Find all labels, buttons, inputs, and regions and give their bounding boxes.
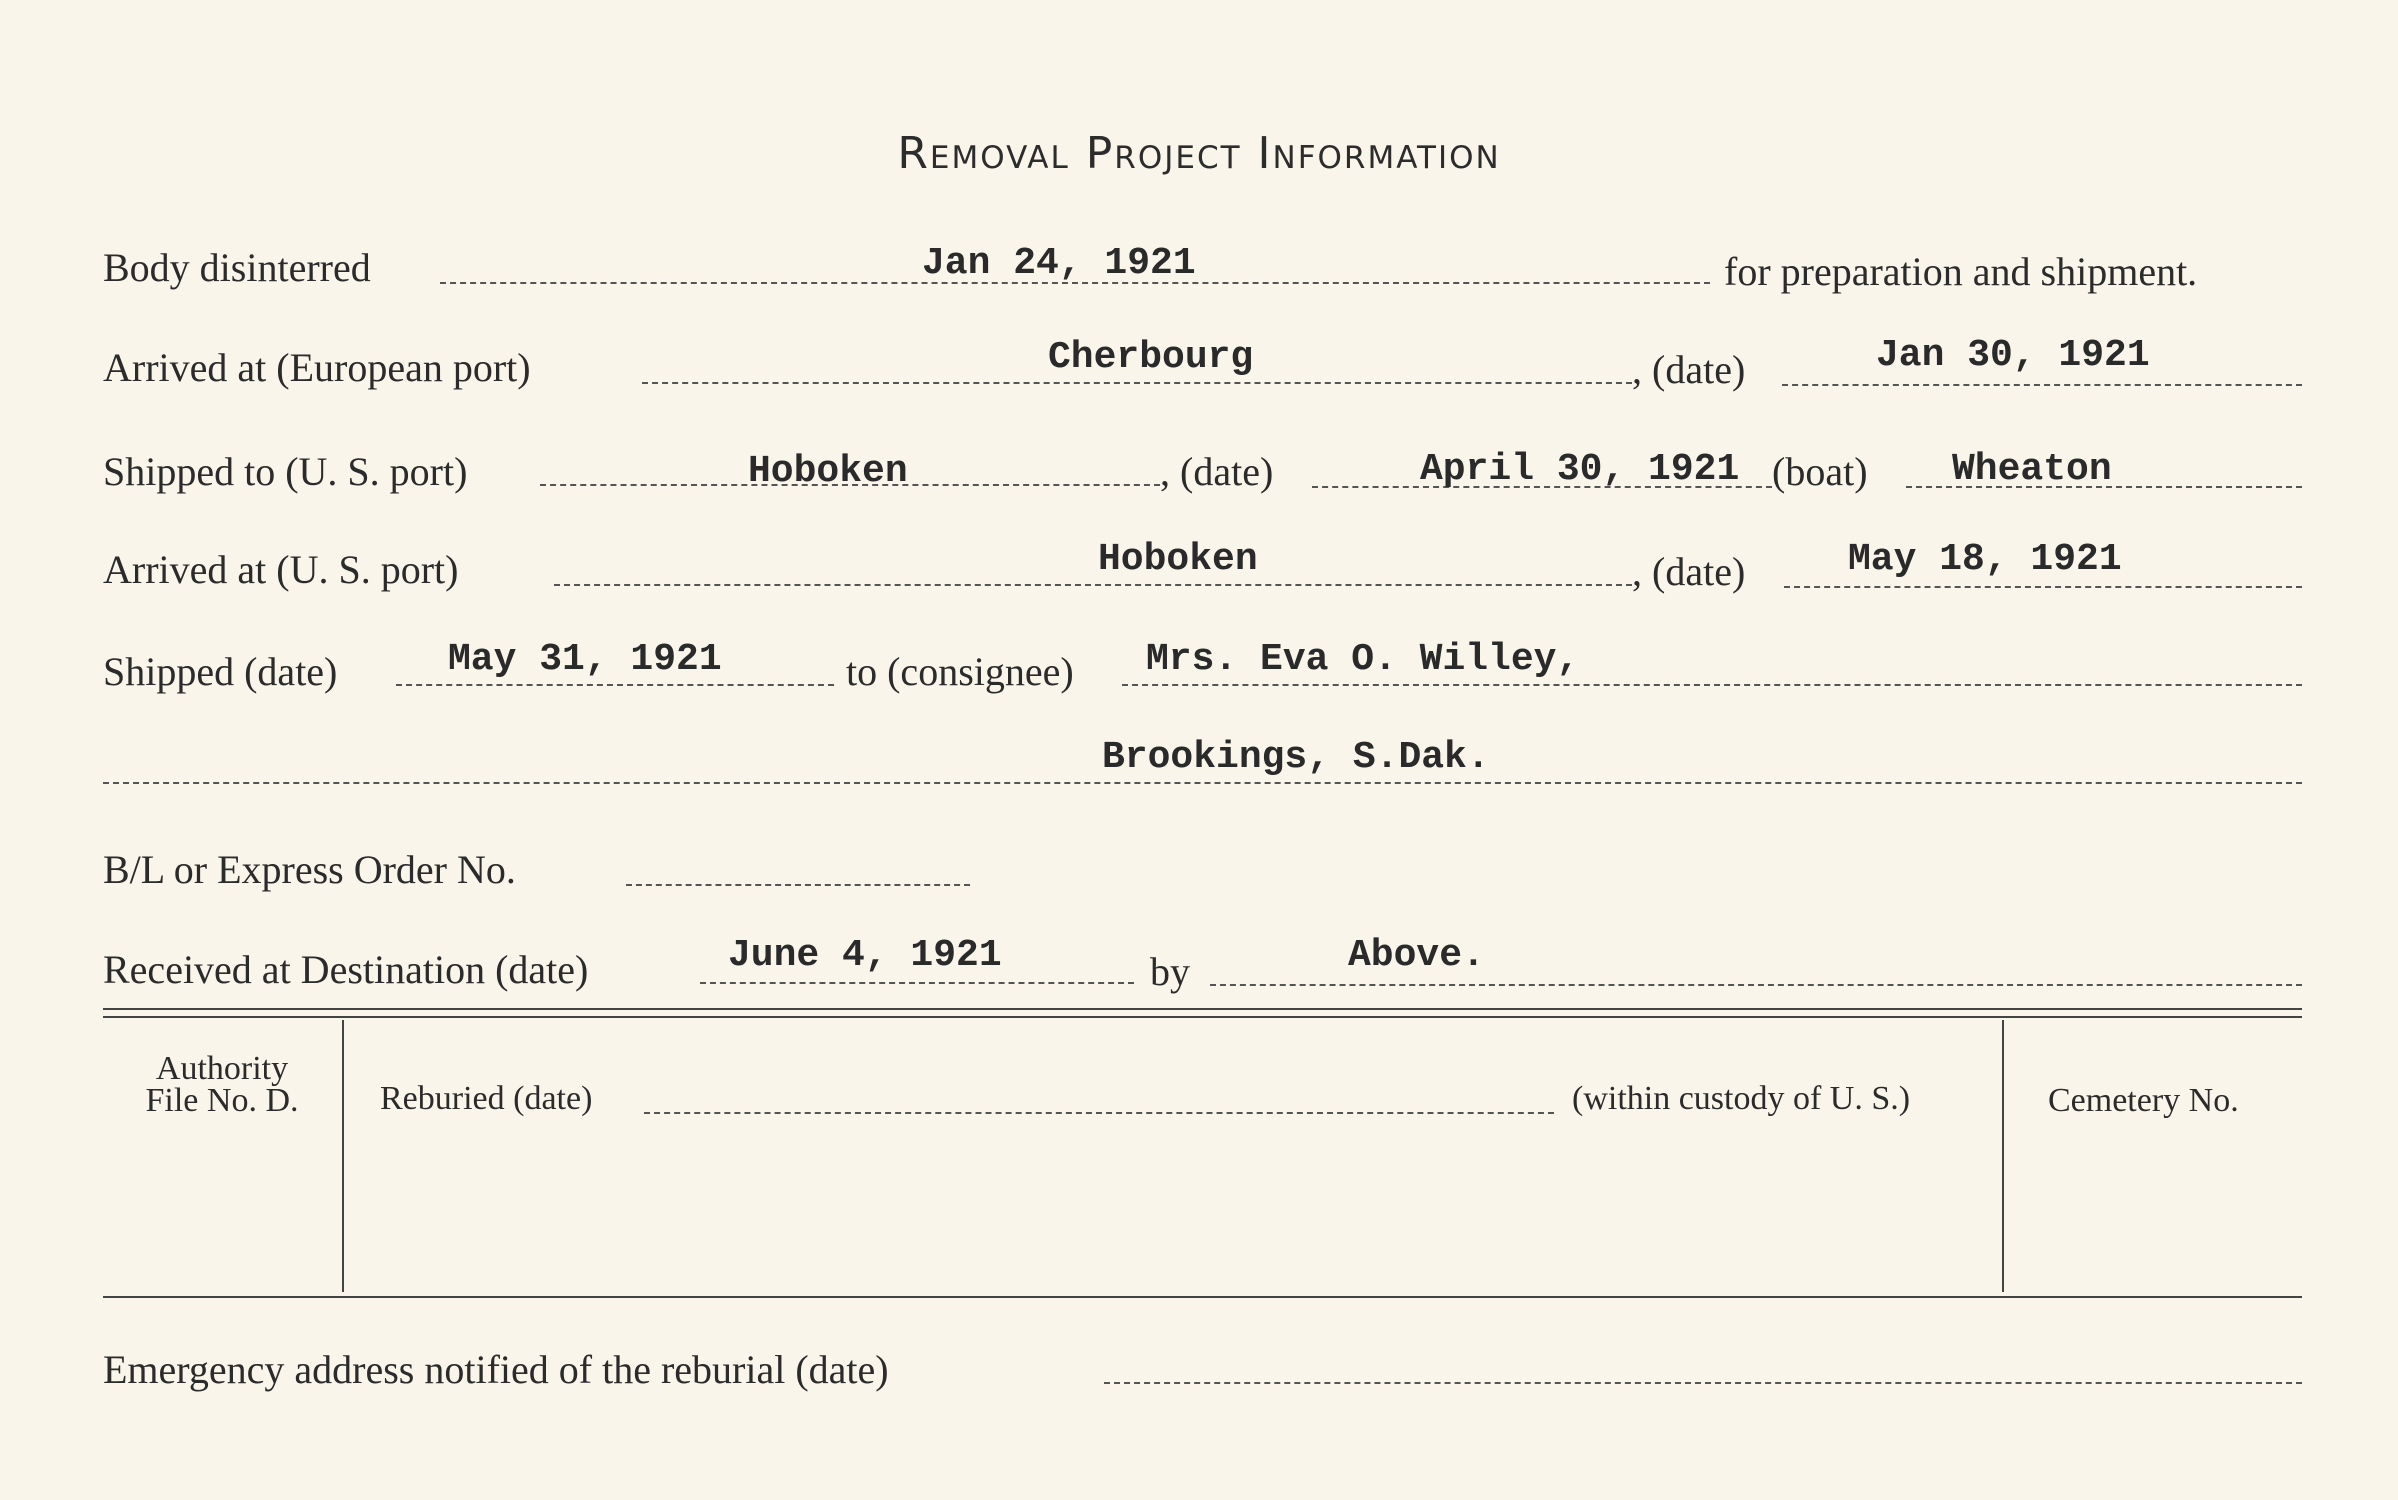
consignee-address-value: Brookings, S.Dak.: [1102, 736, 1490, 779]
arrived-european-value: Cherbourg: [1048, 336, 1254, 379]
received-by-value: Above.: [1348, 934, 1485, 977]
table-divider-right: [2002, 1020, 2004, 1292]
bl-order-line: [626, 884, 970, 886]
shipped-date-value: May 31, 1921: [448, 638, 722, 681]
body-disinterred-value: Jan 24, 1921: [922, 242, 1196, 285]
arrived-us-line: [554, 584, 1632, 586]
received-line: [700, 982, 1134, 984]
table-divider-left: [342, 1020, 344, 1292]
table-bottom-rule: [103, 1296, 2302, 1298]
address-line: [103, 782, 2302, 784]
shipped-us-date-value: April 30, 1921: [1420, 448, 1740, 491]
cemetery-label: Cemetery No.: [2048, 1082, 2239, 1119]
received-by-label: by: [1150, 949, 1190, 994]
arrived-us-label: Arrived at (U. S. port): [103, 547, 459, 592]
body-disinterred-suffix: for preparation and shipment.: [1724, 249, 2198, 294]
received-by-line: [1210, 984, 2302, 986]
consignee-line: [1122, 684, 2302, 686]
arrived-european-date-line: [1782, 384, 2302, 386]
shipped-us-value: Hoboken: [748, 450, 908, 493]
table-top-rule: [103, 1008, 2302, 1010]
arrived-european-label: Arrived at (European port): [103, 345, 531, 390]
bl-order-label: B/L or Express Order No.: [103, 847, 516, 892]
body-disinterred-label: Body disinterred: [103, 245, 371, 290]
arrived-european-line: [642, 382, 1632, 384]
file-no-label: File No. D.: [145, 1082, 299, 1119]
arrived-european-date-value: Jan 30, 1921: [1876, 334, 2150, 377]
shipped-date-line: [396, 684, 834, 686]
arrived-us-date-line: [1784, 586, 2302, 588]
shipped-us-boat-value: Wheaton: [1952, 448, 2112, 491]
reburied-line: [644, 1112, 1554, 1114]
received-label: Received at Destination (date): [103, 947, 589, 992]
authority-label: Authority: [155, 1050, 289, 1087]
arrived-us-value: Hoboken: [1098, 538, 1258, 581]
table-top-rule-2: [103, 1016, 2302, 1018]
card-title: Removal Project Information: [897, 128, 1501, 179]
shipped-us-label: Shipped to (U. S. port): [103, 449, 468, 494]
custody-label: (within custody of U. S.): [1572, 1080, 1911, 1117]
shipped-date-label: Shipped (date): [103, 649, 338, 694]
arrived-us-date-value: May 18, 1921: [1848, 538, 2122, 581]
reburied-label: Reburied (date): [380, 1080, 593, 1117]
arrived-us-date-label: , (date): [1632, 549, 1746, 594]
shipped-us-boat-label: (boat): [1772, 449, 1868, 494]
consignee-value: Mrs. Eva O. Willey,: [1146, 638, 1580, 681]
shipped-us-date-label: , (date): [1160, 449, 1274, 494]
received-value: June 4, 1921: [728, 934, 1002, 977]
emergency-label: Emergency address notified of the reburial (date): [103, 1347, 889, 1392]
arrived-european-date-label: , (date): [1632, 347, 1746, 392]
consignee-label: to (consignee): [846, 649, 1074, 694]
emergency-line: [1104, 1382, 2302, 1384]
